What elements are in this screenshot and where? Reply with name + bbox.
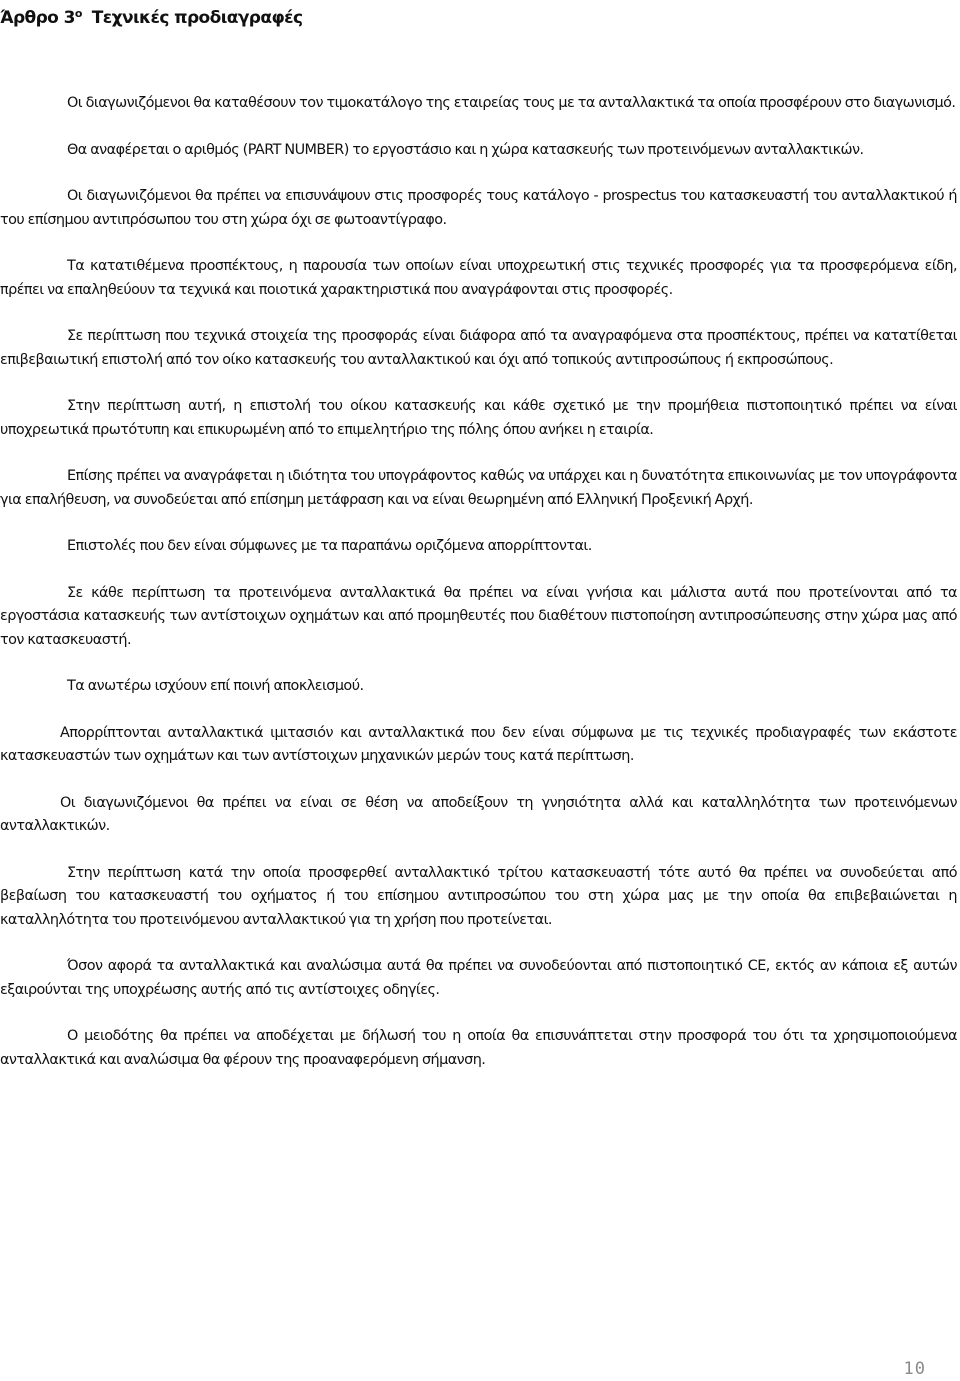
paragraph-rejected-letters: Επιστολές που δεν είναι σύμφωνες με τα παραπάνω οριζόμενα απορρίπτονται. [67,538,592,554]
paragraph-genuine-parts: Σε κάθε περίπτωση τα προτεινόμενα ανταλλακτικά θα πρέπει να είναι γνήσια και μάλιστα αυτά που προτείνονται από τα εργοστάσια κατασκευής των αντίστοιχων οχημάτων και από προμηθευτές που διαθέτουν πιστοποίηση αντιπροσώπευσης στην χώρα μας από τον κατασκευαστή. [0,584,957,648]
paragraph-signatory: Επίσης πρέπει να αναγράφεται η ιδιότητα του υπογράφοντος καθώς να υπάρχει και η δυνατότητα επικοινωνίας με τον υπογράφοντα για επαλήθευση, να συνοδεύεται από επίσημη μετάφραση και να είναι θεωρημένη από Ελληνική Προξενική Αρχή. [0,468,957,508]
paragraph-confirmation-letter: Σε περίπτωση που τεχνικά στοιχεία της προσφοράς είναι διάφορα από τα αναγραφόμενα στα προσπέκτους, πρέπει να κατατίθεται επιβεβαιωτική επιστολή από τον οίκο κατασκευής του ανταλλακτικού και όχι από τοπικούς αντιπροσώπους ή εκπροσώπους. [0,328,957,368]
paragraph-price-catalog: Οι διαγωνιζόμενοι θα καταθέσουν τον τιμοκατάλογο της εταιρείας τους με τα ανταλλακτικά τα οποία προσφέρουν στο διαγωνισμό. [67,95,956,111]
paragraph-prospectus: Οι διαγωνιζόμενοι θα πρέπει να επισυνάψουν στις προσφορές τους κατάλογο - prospectus του κατασκευαστή του ανταλλακτικού ή του επίσημου αντιπρόσωπου του στη χώρα όχι σε φωτοαντίγραφο. [0,188,957,228]
paragraph-submitted-brochures: Τα κατατιθέμενα προσπέκτους, η παρουσία των οποίων είναι υποχρεωτική στις τεχνικές προσφορές για τα προσφερόμενα είδη, πρέπει να επαληθεύουν τα τεχνικά και ποιοτικά χαρακτηριστικά που αναγράφονται στις προσφορές. [0,258,957,298]
paragraph-exclusion-penalty: Τα ανωτέρω ισχύουν επί ποινή αποκλεισμού. [67,678,364,694]
paragraph-third-party: Στην περίπτωση κατά την οποία προσφερθεί ανταλλακτικό τρίτου κατασκευαστή τότε αυτό θα πρέπει να συνοδεύεται από βεβαίωση του κατασκευαστή του οχήματος ή του επίσημου αντιπροσώπου του στη χώρα μας με την οποία θα επιβεβαιώνεται η καταλληλότητα του προτεινόμενου ανταλλακτικού για τη χρήση που προτείνεται. [0,864,957,928]
paragraph-ce-certificate: Όσον αφορά τα ανταλλακτικά και αναλώσιμα αυτά θα πρέπει να συνοδεύονται από πιστοποιητικό CE, εκτός αν κάποια εξ αυτών εξαιρούνται της υποχρέωσης αυτής από τις αντίστοιχες οδηγίες. [0,958,957,998]
paragraph-lowest-bidder: Ο μειοδότης θα πρέπει να αποδέχεται με δήλωσή του η οποία θα επισυνάπτεται στην προσφορά του ότι τα χρησιμοποιούμενα ανταλλακτικά και αναλώσιμα θα φέρουν της προαναφερόμενη σήμανση. [0,1028,957,1068]
article-body [0,92,957,1095]
paragraph-part-number: Θα αναφέρεται ο αριθμός (PART NUMBER) το εργοστάσιο και η χώρα κατασκευής των προτεινόμενων ανταλλακτικών. [67,141,864,158]
article-ordinal-superscript: ο [74,7,82,20]
article-title: Τεχνικές προδιαγραφές [91,8,303,28]
page-number: 10 [903,1359,926,1379]
paragraph-authenticity-proof: Οι διαγωνιζόμενοι θα πρέπει να είναι σε θέση να αποδείξουν τη γνησιότητα αλλά και καταλληλότητα των προτεινόμενων ανταλλακτικών. [0,794,957,834]
paragraph-original-certified: Στην περίπτωση αυτή, η επιστολή του οίκου κατασκευής και κάθε σχετικό με την προμήθεια πιστοποιητικό πρέπει να είναι υποχρεωτικά πρωτότυπη και επικυρωμένη από το επιμελητήριο της πόλης όπου ανήκει η εταιρία. [0,398,957,438]
article-heading [0,2,303,30]
paragraph-imitation-rejected: Απορρίπτονται ανταλλακτικά ιμιτασιόν και ανταλλακτικά που δεν είναι σύμφωνα με τις τεχνικές προδιαγραφές των εκάστοτε κατασκευαστών των οχημάτων και των αντίστοιχων μηχανικών μερών τους κατά περίπτωση. [0,724,957,764]
article-number: Άρθρο 3 [0,8,75,28]
